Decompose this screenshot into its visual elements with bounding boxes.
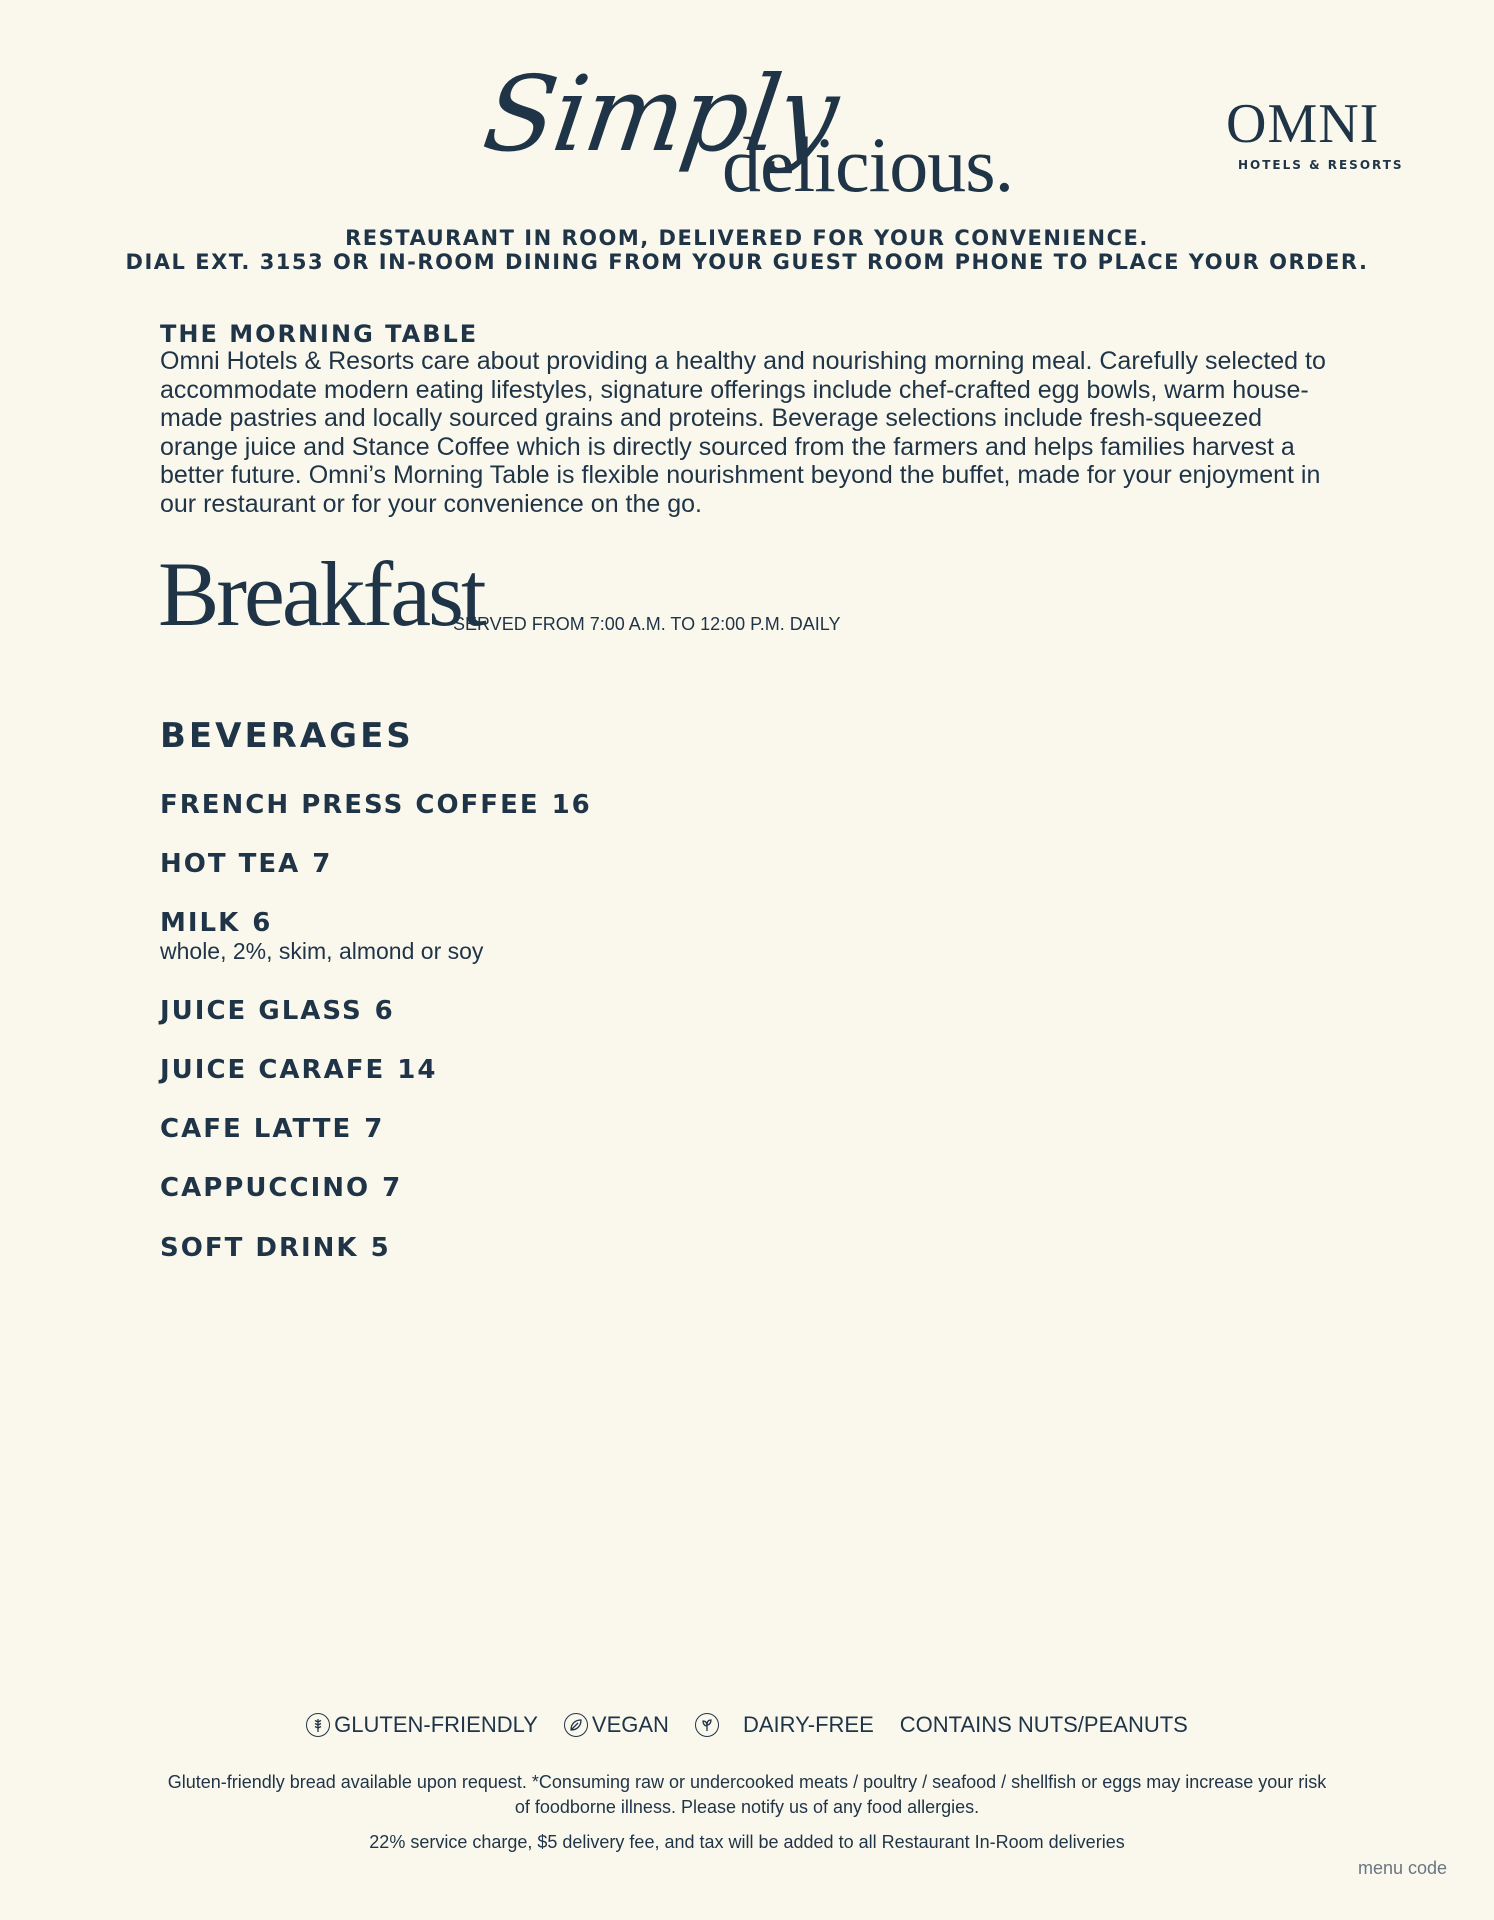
morning-table-body: Omni Hotels & Resorts care about providing a healthy and nourishing morning meal. Carefully selected to accommodate modern eating lifestyles, signature offerings include chef-crafted egg bowls, warm house-made pastries and locally sourced grains and proteins. Beverage selections include fresh-squeezed orange juice and Stance Coffee which is directly sourced from the farmers and helps families harvest a better future. Omni’s Morning Table is flexible nourishment beyond the buffet, made for your enjoyment in our restaurant or for your convenience on the go.: [160, 347, 1326, 518]
item-name: JUICE GLASS: [160, 996, 363, 1026]
sprout-icon: [695, 1713, 719, 1737]
item-name: HOT TEA: [160, 849, 301, 879]
beverages-title: BEVERAGES: [160, 716, 414, 756]
item-price: 7: [312, 849, 333, 879]
menu-item-french-press-coffee: [160, 790, 592, 820]
allergy-note: Gluten-friendly bread available upon request. *Consuming raw or undercooked meats / poultry / seafood / shellfish or eggs may increase your risk of foodborne illness. Please notify us of any food allergies.: [167, 1772, 1327, 1817]
legend-dairy-free: [695, 1712, 874, 1738]
item-name: CAFE LATTE: [160, 1114, 353, 1144]
menu-item-cafe-latte: [160, 1114, 384, 1144]
intro-line-2: DIAL EXT. 3153 OR IN-ROOM DINING FROM YOUR GUEST ROOM PHONE TO PLACE YOUR ORDER.: [125, 250, 1369, 274]
legend-gluten-friendly: [306, 1712, 538, 1738]
item-price: 6: [252, 908, 273, 938]
item-price: 7: [382, 1173, 403, 1203]
item-price: 16: [551, 790, 592, 820]
item-name: JUICE CARAFE: [160, 1055, 386, 1085]
menu-item-juice-carafe: [160, 1055, 437, 1085]
item-price: 5: [370, 1233, 391, 1263]
item-name: MILK: [160, 908, 241, 938]
menu-item-milk-description: whole, 2%, skim, almond or soy: [160, 938, 484, 964]
dietary-legend: [0, 1712, 1494, 1738]
header: [0, 0, 1494, 300]
omni-logo: OMNI: [1226, 93, 1380, 155]
served-hours: SERVED FROM 7:00 A.M. TO 12:00 P.M. DAILY: [453, 614, 841, 634]
leaf-icon: [564, 1713, 588, 1737]
menu-item-milk: [160, 908, 272, 938]
menu-code: menu code: [1358, 1858, 1448, 1878]
legend-label: CONTAINS NUTS/PEANUTS: [899, 1712, 1188, 1737]
wheat-icon: [306, 1713, 330, 1737]
legend-label: DAIRY-FREE: [742, 1712, 874, 1737]
serif-title: delicious.: [722, 121, 1014, 208]
legend-label: VEGAN: [591, 1712, 669, 1737]
intro-line-1: RESTAURANT IN ROOM, DELIVERED FOR YOUR CONVENIENCE.: [345, 226, 1149, 250]
legend-contains-nuts: [900, 1712, 1188, 1738]
item-name: CAPPUCCINO: [160, 1173, 371, 1203]
menu-item-soft-drink: [160, 1233, 391, 1263]
omni-logo-subline: HOTELS & RESORTS: [1238, 158, 1404, 172]
item-price: 6: [374, 996, 395, 1026]
menu-item-juice-glass: [160, 996, 395, 1026]
menu-item-cappuccino: [160, 1173, 402, 1203]
menu-item-hot-tea: [160, 849, 332, 879]
breakfast-title: Breakfast: [158, 543, 484, 645]
item-price: 14: [397, 1055, 438, 1085]
legend-label: GLUTEN-FRIENDLY: [334, 1712, 538, 1737]
item-name: FRENCH PRESS COFFEE: [160, 790, 540, 820]
item-price: 7: [364, 1114, 385, 1144]
script-title: Simply: [476, 53, 844, 175]
delivery-charges: 22% service charge, $5 delivery fee, and tax will be added to all Restaurant In-Room deliveries: [369, 1832, 1125, 1852]
legend-vegan: [564, 1712, 669, 1738]
morning-table-label: THE MORNING TABLE: [160, 320, 479, 348]
item-name: SOFT DRINK: [160, 1233, 359, 1263]
